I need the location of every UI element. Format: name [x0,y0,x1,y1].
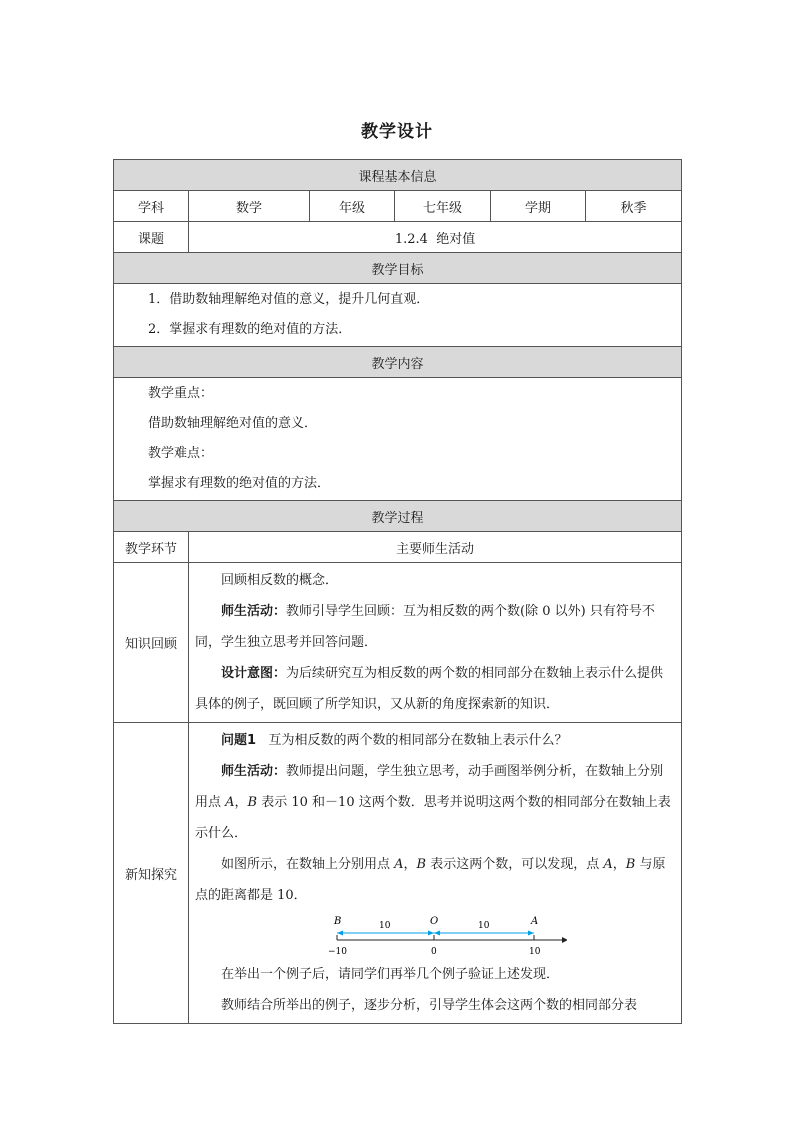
stage-explore: 新知探究 [114,723,189,1024]
objective-item: 2．掌握求有理数的绝对值的方法． [148,322,352,337]
review-paragraph: 设计意图：为后续研究互为相反数的两个数的相同部分在数轴上表示什么提供具体的例子，既回顾了所学知识，又从新的角度探索新的知识． [195,666,664,712]
explore-paragraph: 师生活动：教师提出问题，学生独立思考，动手画图举例分析，在数轴上分别用点 A，B 表示 10 和－10 这两个数．思考并说明这两个数的相同部分在数轴上表示什么． [195,764,671,841]
question-paragraph: 问题1 互为相反数的两个数的相同部分在数轴上表示什么？ [221,733,568,748]
topic-value: 1.2.4 绝对值 [189,222,682,253]
lesson-plan-table [113,159,682,1024]
intent-label: 设计意图： [221,666,287,681]
topic-label: 课题 [114,222,189,253]
distance-label: 10 [379,921,391,931]
number-line-figure [307,913,567,957]
document-title: 教学设计 [361,122,433,142]
objectives-cell [114,284,682,347]
explore-activities [189,723,682,1024]
arrowhead-icon [434,931,440,936]
explore-paragraph: 教师结合所举出的例子，逐步分析，引导学生体会这两个数的相同部分表 [221,998,638,1013]
section-objectives: 教学目标 [114,253,682,284]
point-A-label: A [531,916,539,927]
section-basic-info: 课程基本信息 [114,160,682,191]
review-paragraph: 回顾相反数的概念． [221,573,339,588]
review-paragraph: 师生活动：教师引导学生回顾：互为相反数的两个数(除 0 以外) 只有符号不同，学生独立思考并回答问题． [195,604,655,650]
section-process: 教学过程 [114,501,682,532]
subject-label: 学科 [114,191,189,222]
key-point-label: 教学重点： [148,386,214,401]
axis-arrow-icon [562,937,567,943]
activity-label: 师生活动： [221,604,287,619]
key-point-text: 借助数轴理解绝对值的意义． [148,416,318,431]
section-content: 教学内容 [114,347,682,378]
tick-label: −10 [328,947,347,957]
content-cell [114,378,682,501]
explore-paragraph: 如图所示，在数轴上分别用点 A，B 表示这两个数，可以发现，点 A，B 与原点的距离都是 10． [195,857,666,903]
arrowhead-icon [337,931,343,936]
grade-label: 年级 [310,191,395,222]
term-label: 学期 [491,191,586,222]
point-O-label: O [430,916,439,927]
review-activities [189,563,682,723]
activity-column-header: 主要师生活动 [189,532,682,563]
difficult-point-label: 教学难点： [148,446,214,461]
point-B-label: B [334,916,342,927]
distance-label: 10 [478,921,490,931]
term-value: 秋季 [586,191,682,222]
grade-value: 七年级 [395,191,491,222]
stage-column-header: 教学环节 [114,532,189,563]
stage-review: 知识回顾 [114,563,189,723]
tick-label: 0 [431,947,437,957]
question-label: 问题1 [221,733,257,748]
explore-paragraph: 在举出一个例子后，请同学们再举几个例子验证上述发现． [221,967,560,982]
objective-item: 1．借助数轴理解绝对值的意义，提升几何直观． [148,292,430,307]
arrowhead-icon [428,931,434,936]
tick-label: 10 [529,947,541,957]
subject-value: 数学 [189,191,310,222]
difficult-point-text: 掌握求有理数的绝对值的方法． [148,476,331,491]
arrowhead-icon [528,931,534,936]
activity-label: 师生活动： [221,764,287,779]
